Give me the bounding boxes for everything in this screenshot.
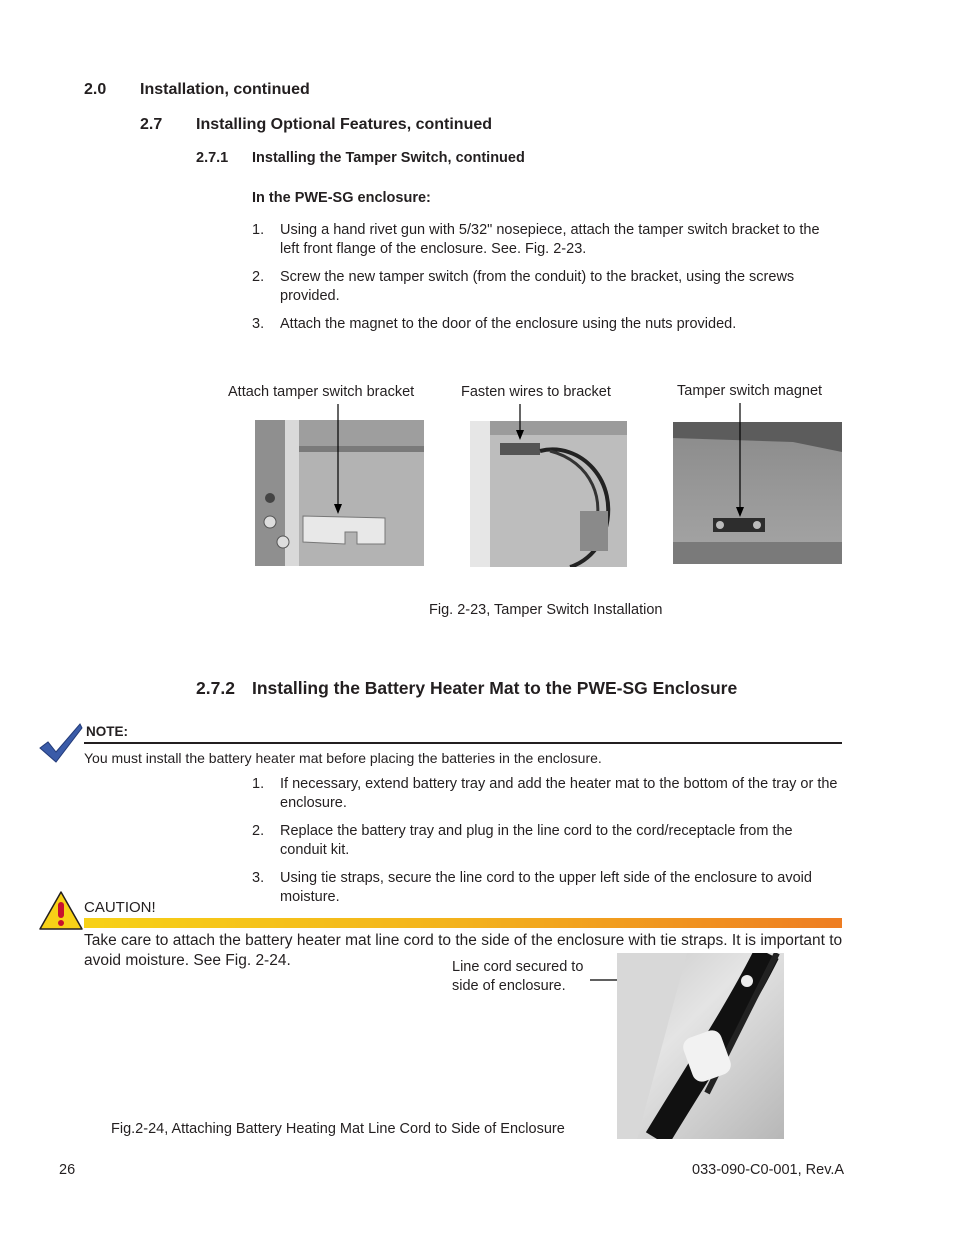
list-item: 1. If necessary, extend battery tray and add the heater mat to the bottom of the tray or the enclosure. bbox=[252, 776, 838, 811]
list-item: 3. Attach the magnet to the door of the enclosure using the nuts provided. bbox=[252, 316, 737, 332]
list-item: 2. Replace the battery tray and plug in the line cord to the cord/receptacle from the conduit kit. bbox=[252, 823, 793, 858]
section-number-2-0: 2.0 bbox=[84, 81, 107, 98]
page-number: 26 bbox=[59, 1162, 76, 1178]
checkmark-icon bbox=[38, 722, 84, 764]
section-number-2-7-1: 2.7.1 bbox=[196, 150, 229, 166]
callout-arrows bbox=[0, 0, 954, 600]
warning-icon bbox=[38, 890, 84, 932]
photo-callout-line1: Line cord secured to bbox=[452, 959, 584, 975]
caution-label: CAUTION! bbox=[84, 899, 156, 916]
subhead-pwe-sg: In the PWE-SG enclosure: bbox=[252, 190, 431, 206]
caution-text: Take care to attach the battery heater mat line cord to the side of the enclosure with tie straps. It is important to avoid moisture. See Fig. 2-24. bbox=[84, 932, 843, 969]
section-title-heater-mat: Installing the Battery Heater Mat to the PWE-SG Enclosure bbox=[252, 678, 738, 698]
note-label: NOTE: bbox=[86, 724, 128, 739]
caution-bar bbox=[84, 918, 842, 928]
photo-callout-line2: side of enclosure. bbox=[452, 978, 566, 994]
document-id: 033-090-C0-001, Rev.A bbox=[692, 1162, 845, 1178]
list-item: 3. Using tie straps, secure the line cord to the upper left side of the enclosure to avoid moisture. bbox=[252, 870, 812, 905]
list-item: 1. Using a hand rivet gun with 5/32" nosepiece, attach the tamper switch bracket to the left front flange of the enclosure. See. Fig. 2-23. bbox=[252, 222, 820, 257]
figure-caption-2-23: Fig. 2-23, Tamper Switch Installation bbox=[429, 602, 663, 618]
note-rule bbox=[84, 742, 842, 744]
line-cord-photo bbox=[617, 953, 784, 1139]
figure-caption-2-24: Fig.2-24, Attaching Battery Heating Mat Line Cord to Side of Enclosure bbox=[111, 1121, 565, 1137]
note-text: You must install the battery heater mat before placing the batteries in the enclosure. bbox=[84, 750, 602, 766]
section-number-2-7-2: 2.7.2 bbox=[196, 678, 235, 698]
callout-magnet: Tamper switch magnet bbox=[677, 383, 823, 399]
list-item: 2. Screw the new tamper switch (from the conduit) to the bracket, using the screws provided. bbox=[252, 269, 795, 304]
section-title-installation: Installation, continued bbox=[140, 81, 310, 98]
section-title-tamper-switch: Installing the Tamper Switch, continued bbox=[252, 150, 525, 166]
section-number-2-7: 2.7 bbox=[140, 116, 163, 133]
callout-wires: Fasten wires to bracket bbox=[461, 384, 611, 400]
section-title-optional-features: Installing Optional Features, continued bbox=[196, 116, 493, 133]
callout-bracket: Attach tamper switch bracket bbox=[228, 384, 415, 400]
